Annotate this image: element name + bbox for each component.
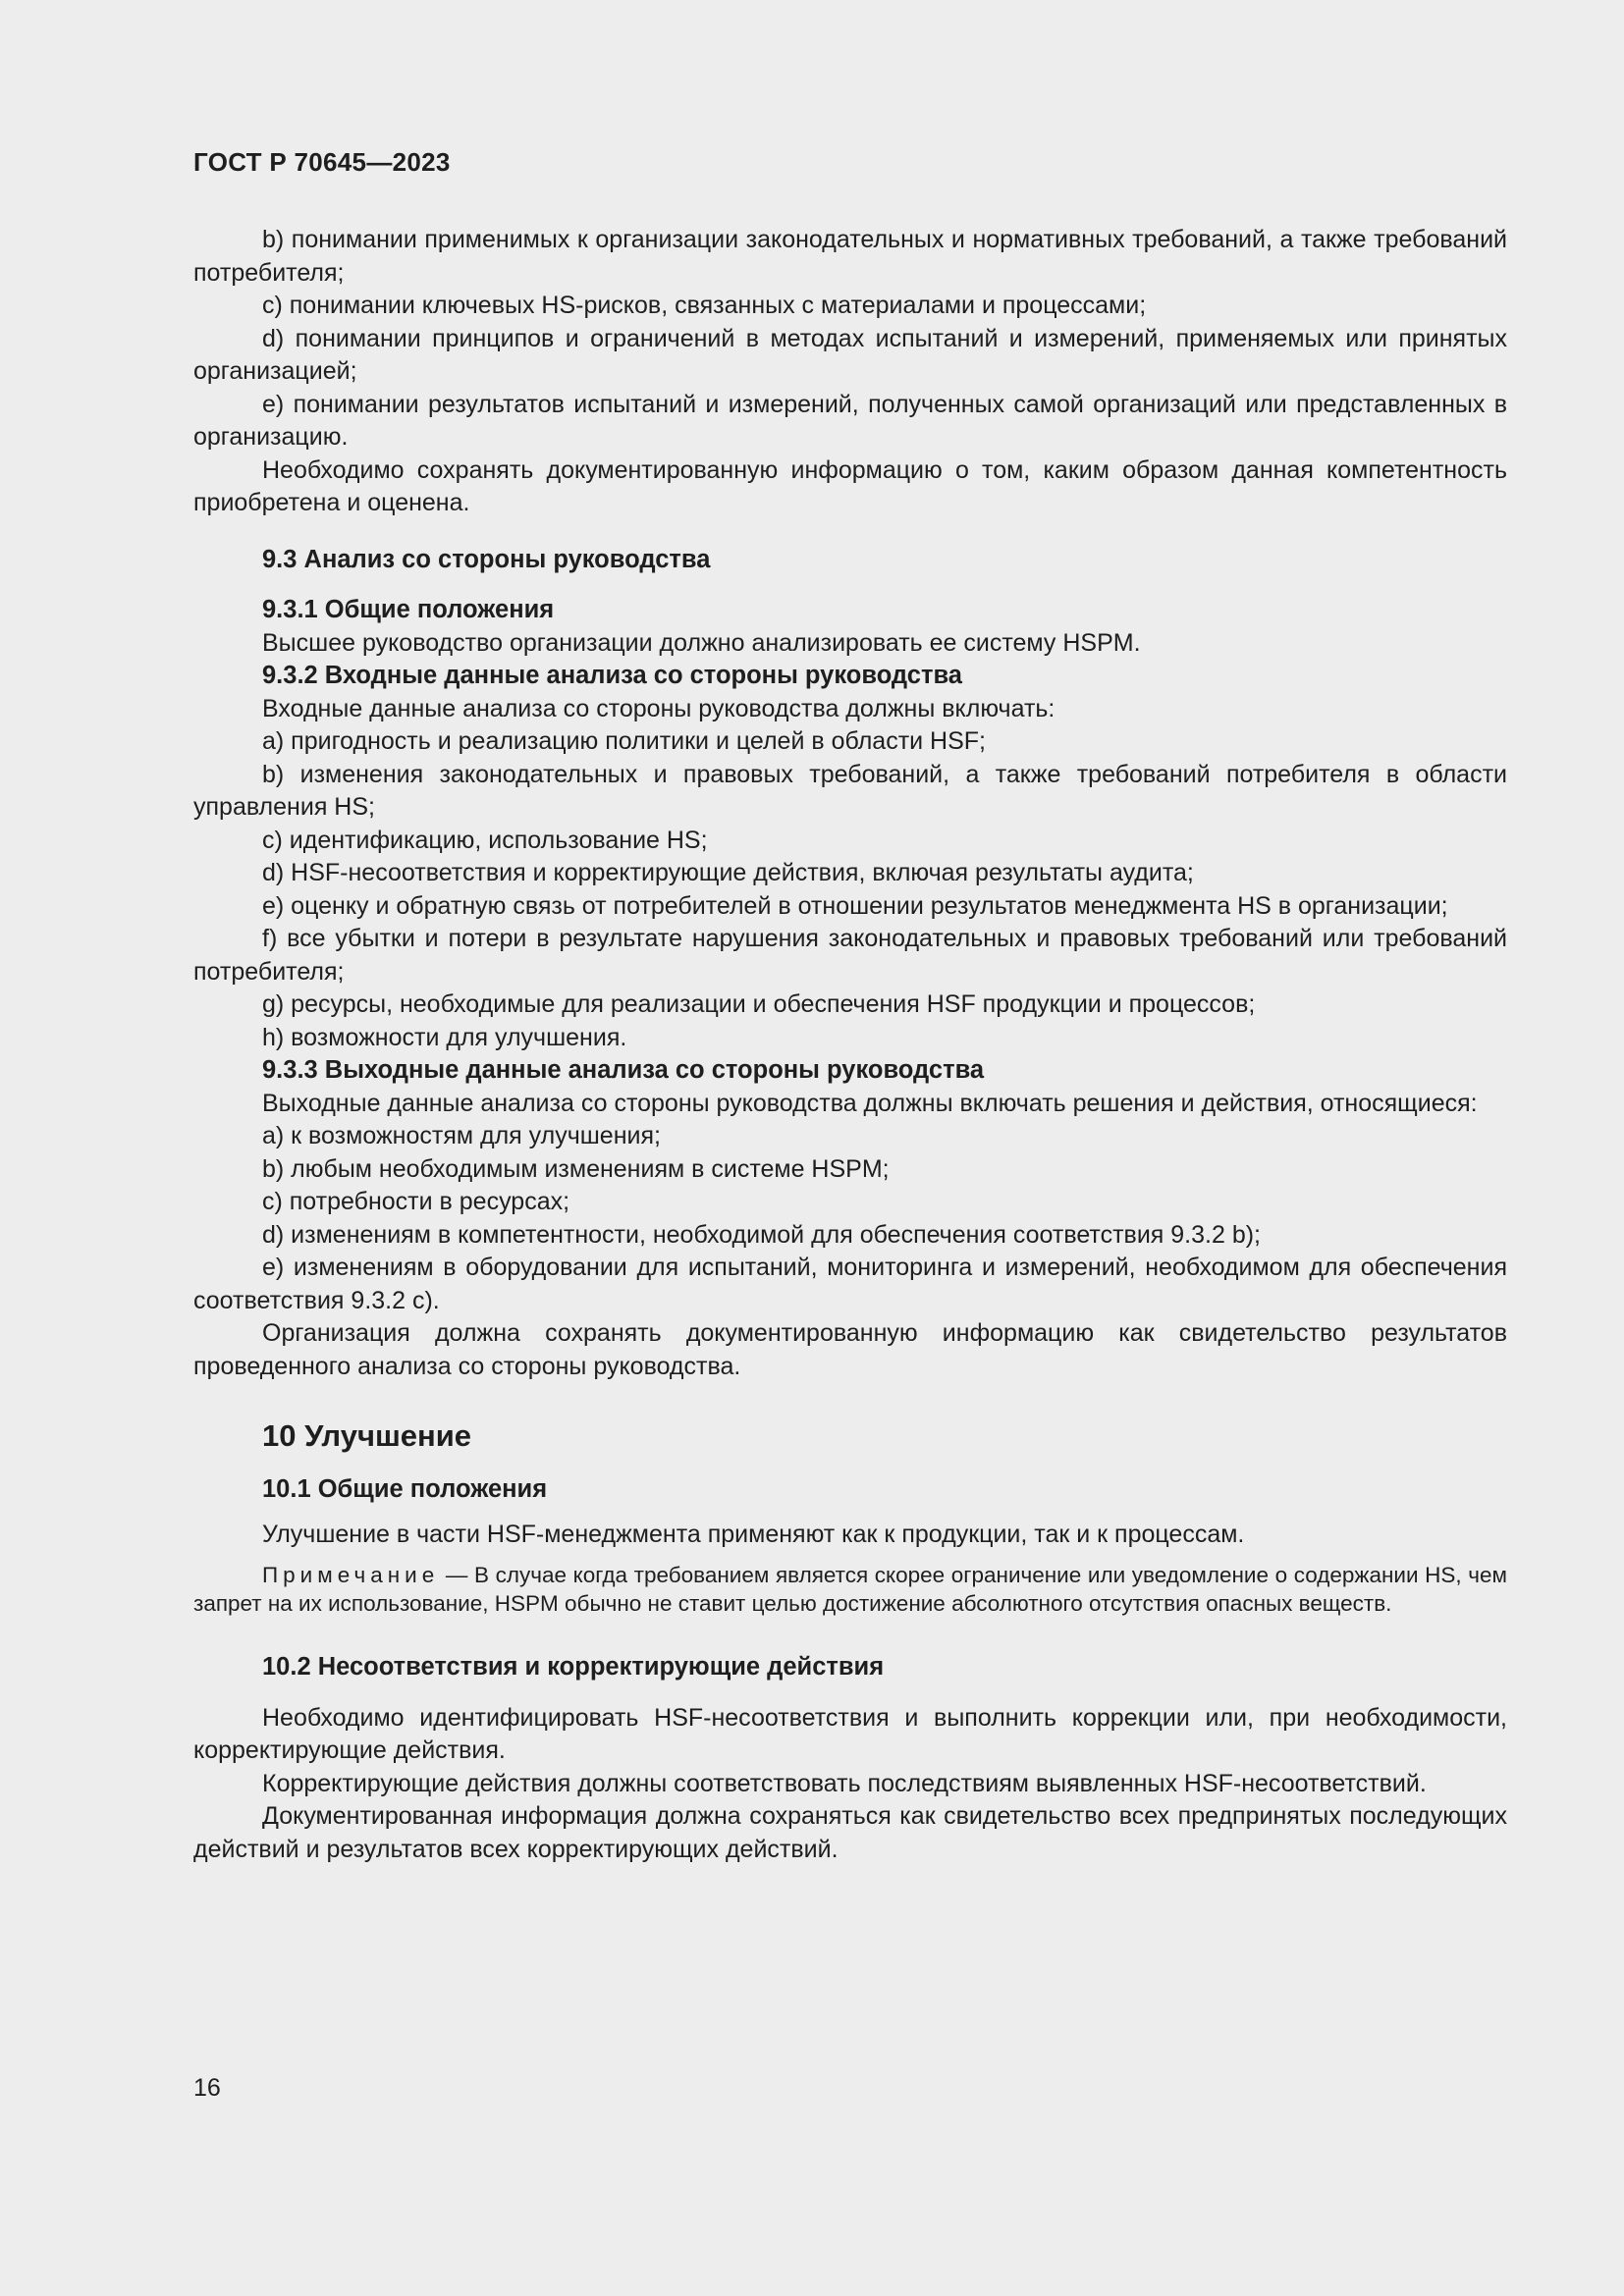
section-10-2-p3: Документированная информация должна сохраняться как свидетельство всех предпринятых последующих действий и результатов всех корректирующих действий. [193,1802,1507,1863]
outputs-item-e: e) изменениям в оборудовании для испытаний, мониторинга и измерений, необходимом для обеспечения соответствия 9.3.2 c). [193,1254,1507,1314]
note-text: — В случае когда требованием является скорее ограничение или уведомление о содержании HS, чем запрет на их использование, HSPM обычно не ставит целью достижение абсолютного отсутствия опасных веществ. [193,1563,1507,1616]
section-9-3-1-text: Высшее руководство организации должно анализировать ее систему HSPM. [262,628,1141,657]
outputs-intro: Выходные данные анализа со стороны руководства должны включать решения и действия, относящиеся: [262,1089,1478,1117]
section-9-3-3-title: 9.3.3 Выходные данные анализа со стороны руководства [262,1056,985,1084]
outputs-item-a: a) к возможностям для улучшения; [262,1122,661,1149]
note [193,1561,1507,1618]
list-item-e: e) понимании результатов испытаний и измерений, полученных самой организаций или представленных в организацию. [193,390,1507,451]
outputs-item-d: d) изменениям в компетентности, необходимой для обеспечения соответствия 9.3.2 b); [262,1220,1262,1249]
inputs-item-d: d) HSF-несоответствия и корректирующие действия, включая результаты аудита; [262,859,1194,886]
outputs-item-c: c) потребности в ресурсах; [262,1188,570,1215]
inputs-item-g: g) ресурсы, необходимые для реализации и обеспечения HSF продукции и процессов; [262,990,1256,1018]
inputs-item-e: e) оценку и обратную связь от потребителей в отношении результатов менеджмента HS в организации; [262,891,1448,920]
page-number: 16 [193,2074,221,2102]
section-10-1-title: 10.1 Общие положения [262,1475,548,1503]
inputs-item-f: f) все убытки и потери в результате нарушения законодательных и правовых требований или требований потребителя; [193,925,1507,986]
list-item-b: b) понимании применимых к организации законодательных и нормативных требований, а также требований потребителя; [193,226,1507,287]
inputs-item-b: b) изменения законодательных и правовых требований, а также требований потребителя в области управления HS; [193,760,1507,821]
list-item-c: c) понимании ключевых HS-рисков, связанных с материалами и процессами; [262,292,1147,319]
inputs-item-c: c) идентификацию, использование HS; [262,826,708,854]
inputs-intro: Входные данные анализа со стороны руководства должны включать: [262,694,1056,722]
section-10-2-p1: Необходимо идентифицировать HSF-несоответствия и выполнить коррекции или, при необходимости, корректирующие действия. [193,1703,1507,1764]
outputs-item-b: b) любым необходимым изменениям в системе HSPM; [262,1154,890,1183]
standard-header: ГОСТ Р 70645—2023 [193,147,451,177]
section-10-title: 10 Улучшение [262,1418,472,1453]
section-10-2-p2: Корректирующие действия должны соответствовать последствиям выявленных HSF-несоответствий. [262,1769,1427,1797]
section-10-1-text: Улучшение в части HSF-менеджмента применяют как к продукции, так и к процессам. [262,1520,1245,1548]
page-body [193,224,1507,1866]
section-9-3-2-title: 9.3.2 Входные данные анализа со стороны руководства [262,662,962,689]
list-item-d: d) понимании принципов и ограничений в методах испытаний и измерений, применяемых или принятых организацией; [193,324,1507,385]
outputs-closing: Организация должна сохранять документированную информацию как свидетельство результатов проведенного анализа со стороны руководства. [193,1319,1507,1380]
section-9-3-title: 9.3 Анализ со стороны руководства [262,545,711,573]
section-10-2-title: 10.2 Несоответствия и корректирующие действия [262,1653,885,1681]
inputs-item-a: a) пригодность и реализацию политики и целей в области HSF; [262,727,986,755]
competence-paragraph: Необходимо сохранять документированную информацию о том, каким образом данная компетентность приобретена и оценена. [193,455,1507,516]
note-label: Примечание [262,1563,440,1587]
inputs-item-h: h) возможности для улучшения. [262,1023,627,1051]
section-9-3-1-title: 9.3.1 Общие положения [262,596,555,623]
